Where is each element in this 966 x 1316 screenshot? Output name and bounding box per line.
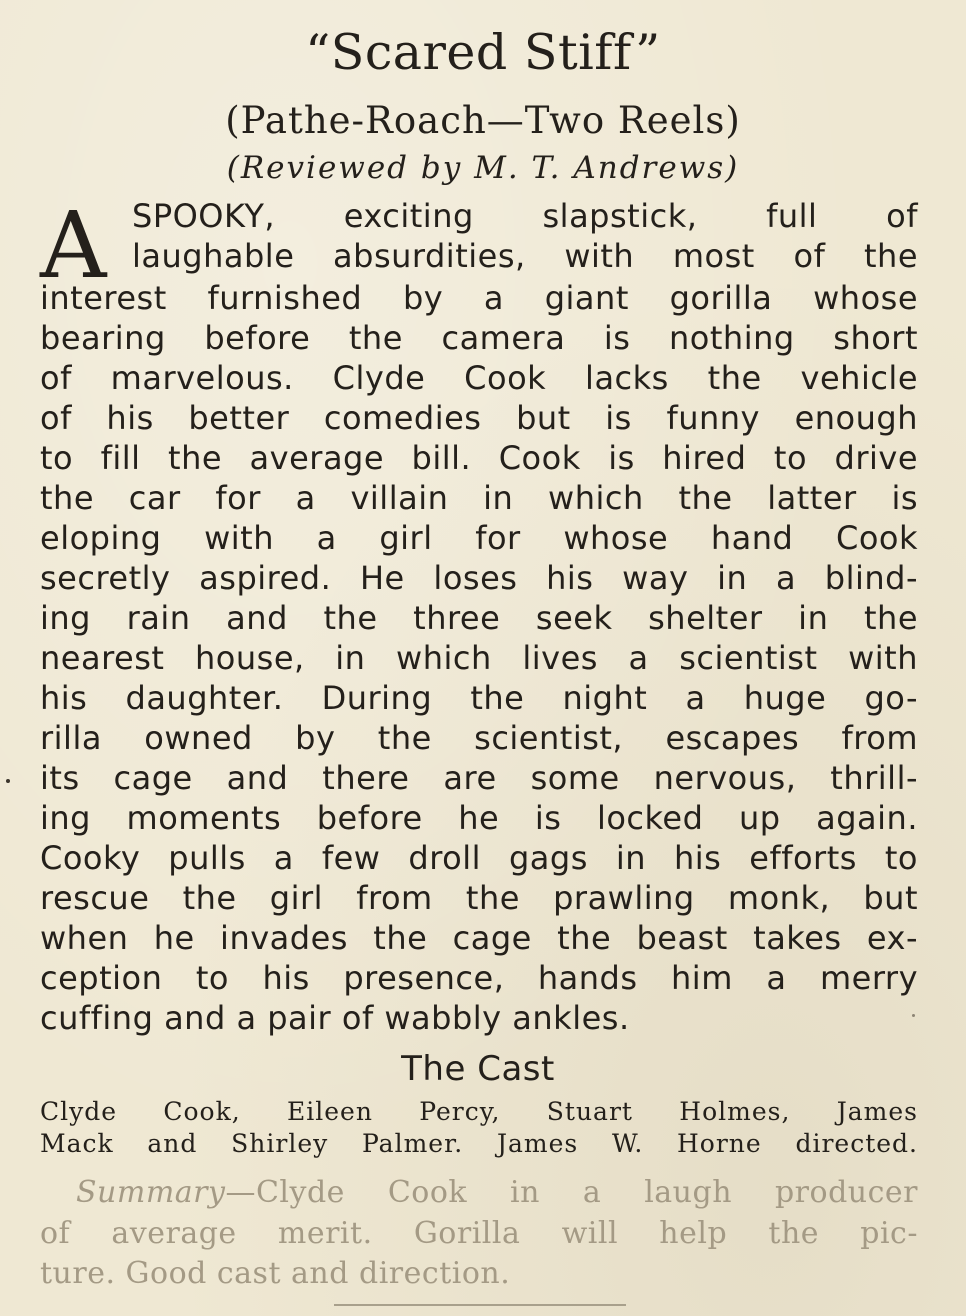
body-line: laughable absurdities, with most of the (132, 237, 918, 275)
drop-cap: A (40, 192, 107, 299)
cast-heading: The Cast (401, 1049, 555, 1089)
body-line: rilla owned by the scientist, escapes from (40, 719, 918, 757)
print-speck (912, 1014, 915, 1017)
summary-line (76, 1173, 918, 1213)
article-title: “Scared Stiff” (305, 24, 661, 81)
section-divider (334, 1304, 626, 1306)
body-line: its cage and there are some nervous, thrill- (40, 759, 918, 797)
cast-line: Mack and Shirley Palmer. James W. Horne directed. (40, 1129, 918, 1158)
body-line: interest furnished by a giant gorilla whose (40, 279, 918, 317)
reviewer-byline: (Reviewed by M. T. Andrews) (226, 150, 740, 186)
body-line: rescue the girl from the prawling monk, but (40, 879, 918, 917)
summary-line: ture. Good cast and direction. (40, 1256, 511, 1291)
body-line: ception to his presence, hands him a merry (40, 959, 918, 997)
body-line: the car for a villain in which the latter is (40, 479, 918, 517)
article-subtitle: (Pathe-Roach—Two Reels) (225, 99, 741, 142)
body-line: ing moments before he is locked up again. (40, 799, 918, 837)
body-line: eloping with a girl for whose hand Cook (40, 519, 918, 557)
body-line: secretly aspired. He loses his way in a blind- (40, 559, 918, 597)
cast-line: Clyde Cook, Eileen Percy, Stuart Holmes, James (40, 1097, 918, 1126)
print-speck (6, 779, 10, 783)
body-line: bearing before the camera is nothing short (40, 319, 918, 357)
body-line: ing rain and the three seek shelter in the (40, 599, 918, 637)
body-line: SPOOKY, exciting slapstick, full of (132, 197, 918, 235)
body-line: of his better comedies but is funny enough (40, 399, 918, 437)
body-line: to fill the average bill. Cook is hired to drive (40, 439, 918, 477)
summary-line: of average merit. Gorilla will help the pic- (40, 1216, 918, 1251)
summary-label: Summary (76, 1175, 226, 1210)
body-line: cuffing and a pair of wabbly ankles. (40, 999, 630, 1037)
body-line: nearest house, in which lives a scientist with (40, 639, 918, 677)
body-line: when he invades the cage the beast takes ex- (40, 919, 918, 957)
body-line: his daughter. During the night a huge go- (40, 679, 918, 717)
summary-text: —Clyde Cook in a laugh producer (225, 1175, 918, 1210)
body-line: Cooky pulls a few droll gags in his efforts to (40, 839, 918, 877)
body-line: of marvelous. Clyde Cook lacks the vehicle (40, 359, 918, 397)
